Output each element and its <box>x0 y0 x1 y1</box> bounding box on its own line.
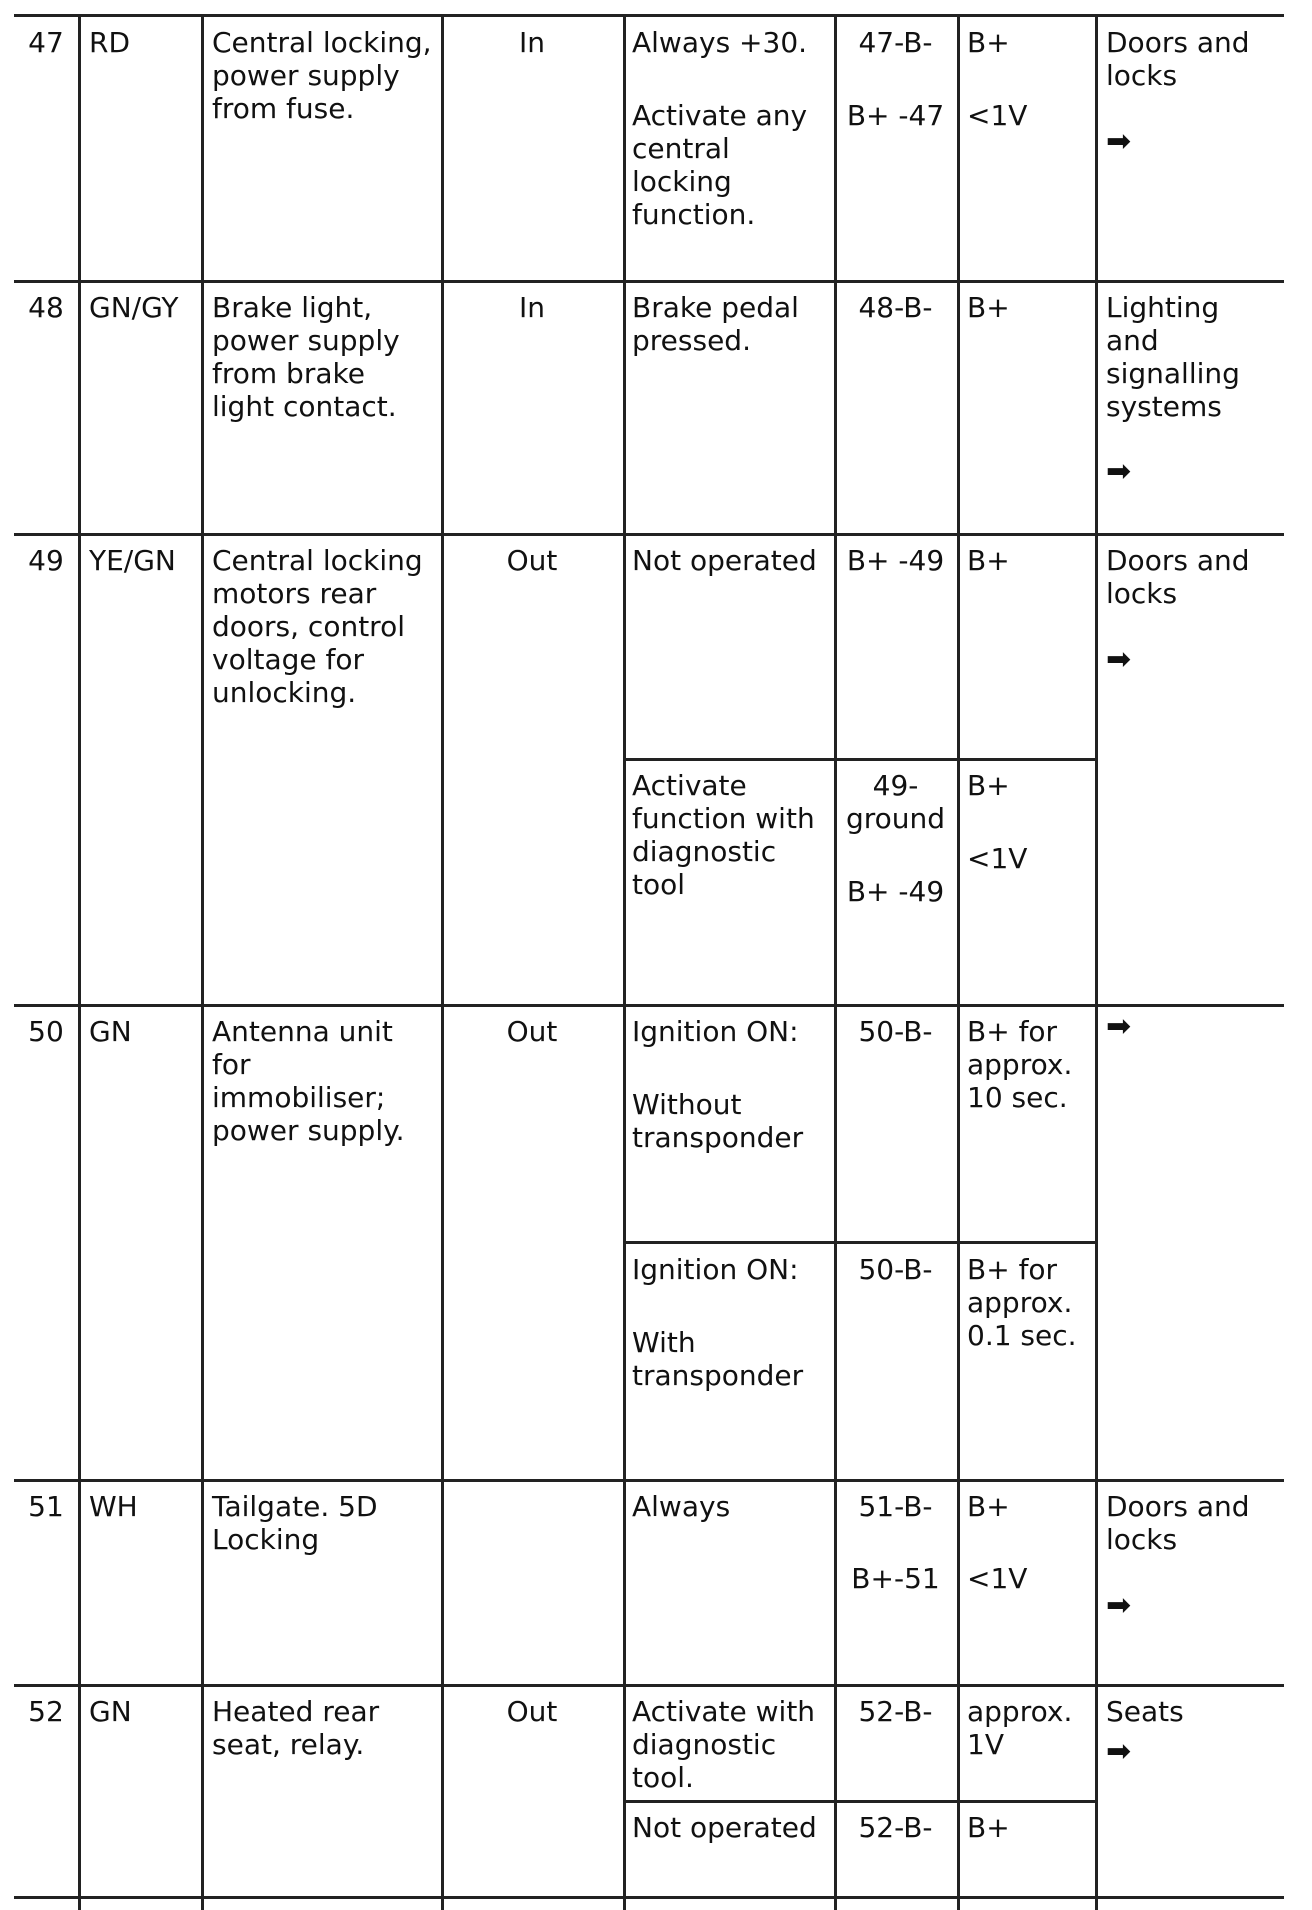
rule-row-48 <box>14 280 1284 283</box>
pin-direction: In <box>518 291 545 324</box>
rule-row-52 <box>14 1684 1284 1687</box>
measure-point: B+ -49 <box>846 544 945 577</box>
reference-link[interactable]: Seats <box>1106 1695 1184 1728</box>
reference-link[interactable]: Doors and locks <box>1106 1490 1250 1556</box>
col-rule-7 <box>1095 14 1098 1910</box>
wire-color: GN <box>89 1695 132 1728</box>
expected-value: approx. 1V <box>967 1695 1073 1761</box>
pin-number: 49 <box>28 544 64 577</box>
test-condition-detail: Without transponder <box>632 1088 804 1154</box>
expected-value: B+ <box>967 769 1010 802</box>
measure-point: B+-51 <box>851 1562 940 1595</box>
arrow-right-icon[interactable]: ➡ <box>1106 454 1132 489</box>
pin-direction: Out <box>506 1695 558 1728</box>
rule-top <box>14 14 1284 17</box>
expected-value: <1V <box>967 1562 1028 1595</box>
expected-value: B+ <box>967 26 1010 59</box>
rule-row-52-sub <box>624 1800 1097 1803</box>
arrow-right-icon[interactable]: ➡ <box>1106 124 1132 159</box>
reference-link[interactable]: Lighting and signalling systems <box>1106 291 1240 423</box>
expected-value: B+ <box>967 1490 1010 1523</box>
test-condition: Not operated <box>632 1811 817 1844</box>
expected-value: B+ <box>967 1811 1010 1844</box>
expected-value: <1V <box>967 99 1028 132</box>
measure-point: 52-B- <box>858 1695 933 1728</box>
wire-color: WH <box>89 1490 138 1523</box>
test-condition: Activate with diagnostic tool. <box>632 1695 816 1794</box>
wire-color: GN <box>89 1015 132 1048</box>
expected-value: <1V <box>967 842 1028 875</box>
rule-row-49 <box>14 533 1284 536</box>
pin-function: Heated rear seat, relay. <box>212 1695 380 1761</box>
measure-point: 47-B- <box>858 26 933 59</box>
arrow-right-icon[interactable]: ➡ <box>1106 1009 1132 1044</box>
pin-number: 48 <box>28 291 64 324</box>
rule-row-50-sub <box>624 1241 1097 1244</box>
pin-direction: Out <box>506 1015 558 1048</box>
rule-row-51 <box>14 1479 1284 1482</box>
test-condition: Ignition ON: <box>632 1253 799 1286</box>
test-condition-detail: With transponder <box>632 1326 804 1392</box>
wire-color: YE/GN <box>89 544 176 577</box>
pin-number: 47 <box>28 26 64 59</box>
col-rule-1 <box>78 14 81 1910</box>
measure-point: 50-B- <box>858 1253 933 1286</box>
col-rule-6 <box>957 14 960 1910</box>
wire-color: GN/GY <box>89 291 179 324</box>
pin-number: 52 <box>28 1695 64 1728</box>
pin-function: Tailgate. 5D Locking <box>212 1490 378 1556</box>
reference-link[interactable]: Doors and locks <box>1106 26 1250 92</box>
pin-function: Antenna unit for immobiliser; power supply. <box>212 1015 405 1147</box>
rule-row-49-sub <box>624 758 1097 761</box>
rule-bottom <box>14 1896 1284 1899</box>
measure-point: 48-B- <box>858 291 933 324</box>
wire-color: RD <box>89 26 131 59</box>
measure-point: 50-B- <box>858 1015 933 1048</box>
pin-function: Central locking motors rear doors, control voltage for unlocking. <box>212 544 423 709</box>
test-condition: Activate any central locking function. <box>632 99 808 231</box>
measure-point: B+ -47 <box>846 99 945 132</box>
measure-point: B+ -49 <box>846 875 945 908</box>
rule-row-50 <box>14 1004 1284 1007</box>
expected-value: B+ <box>967 291 1010 324</box>
measure-point: 52-B- <box>858 1811 933 1844</box>
test-condition: Always <box>632 1490 731 1523</box>
test-condition: Brake pedal pressed. <box>632 291 799 357</box>
expected-value: B+ for approx. 0.1 sec. <box>967 1253 1077 1352</box>
arrow-right-icon[interactable]: ➡ <box>1106 1734 1132 1769</box>
col-rule-2 <box>201 14 204 1910</box>
pin-direction: Out <box>506 544 558 577</box>
test-condition: Activate function with diagnostic tool <box>632 769 815 901</box>
col-rule-4 <box>623 14 626 1910</box>
test-condition: Always +30. <box>632 26 808 59</box>
reference-link[interactable]: Doors and locks <box>1106 544 1250 610</box>
arrow-right-icon[interactable]: ➡ <box>1106 642 1132 677</box>
pin-direction: In <box>518 26 545 59</box>
pin-function: Central locking, power supply from fuse. <box>212 26 432 125</box>
test-condition: Ignition ON: <box>632 1015 799 1048</box>
pin-number: 50 <box>28 1015 64 1048</box>
arrow-right-icon[interactable]: ➡ <box>1106 1588 1132 1623</box>
expected-value: B+ for approx. 10 sec. <box>967 1015 1073 1114</box>
expected-value: B+ <box>967 544 1010 577</box>
pin-number: 51 <box>28 1490 64 1523</box>
measure-point: 51-B- <box>858 1490 933 1523</box>
pin-function: Brake light, power supply from brake light contact. <box>212 291 400 423</box>
measure-point: 49- ground <box>845 769 946 835</box>
test-condition: Not operated <box>632 544 817 577</box>
